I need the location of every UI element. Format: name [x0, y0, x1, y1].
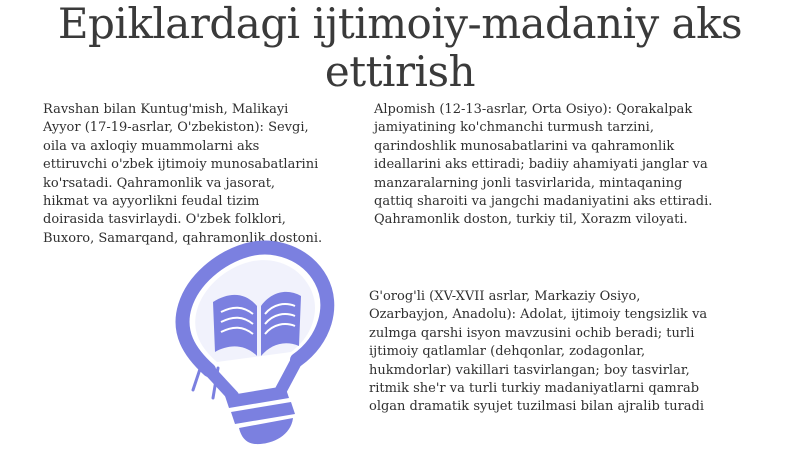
text-block-alpomish: Alpomish (12-13-asrlar, Orta Osiyo): Qorakalpak jamiyatining ko'chmanchi turmush tarzini, qarindoshlik munosabatlarini va qahramonlik ideallarini aks ettiradi; badiiy ahamiyati janglar va manzaralarning jonli tasvirlarida, mintaqaning qattiq sharoiti va jangchi madaniyatini aks ettiradi. Qahramonlik doston, turkiy til, Xorazm viloyati.: [374, 102, 713, 228]
lightbulb-with-book-icon: [163, 240, 338, 449]
text-block-gorogli: G'orog'li (XV-XVII asrlar, Markaziy Osiyo, Ozarbayjon, Anadolu): Adolat, ijtimoiy tengsizlik va zulmga qarshi isyon mavzusini ochib beradi; turli ijtimoiy qatlamlar (dehqonlar, zodagonlar, hukmdorlar) vakillari tasvirlangan; boy tasvirlar, ritmik she'r va turli turkiy madaniyatlarni qamrab olgan dramatik syujet tuzilmasi bilan ajralib turadi: [369, 289, 708, 415]
slide-title: Epiklardagi ijtimoiy-madaniy aks ettirish: [57, 0, 743, 96]
text-block-ravshan: Ravshan bilan Kuntug'mish, Malikayi Ayyor (17-19-asrlar, O'zbekiston): Sevgi, oila va axloqiy muammolarni aks ettiruvchi o'zbek ijtimoiy munosabatlarini ko'rsatadi. Qahramonlik va jasorat, hikmat va ayyorlikni feudal tizim doirasida tasvirlaydi. O'zbek folklori, Buxoro, Samarqand, qahramonlik dostoni.: [43, 102, 323, 246]
